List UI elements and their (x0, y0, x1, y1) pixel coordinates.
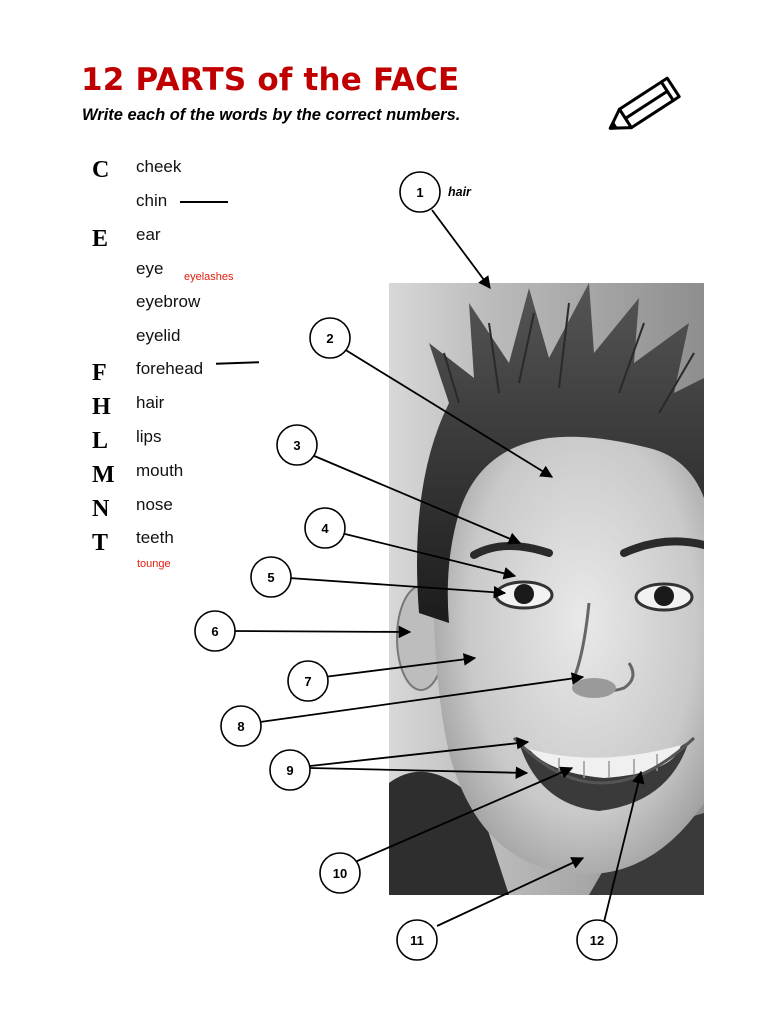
callout-number-7: 7 (304, 674, 312, 689)
initial-letter: N (92, 496, 110, 522)
answer-hair: hair (448, 185, 471, 199)
arrow-7 (324, 658, 475, 677)
word-ear: ear (136, 225, 161, 244)
callout-number-12: 12 (589, 933, 605, 948)
callout-number-11: 11 (410, 933, 424, 948)
note-tounge: tounge (137, 558, 171, 570)
arrow-11 (437, 858, 583, 926)
instruction-text: Write each of the words by the correct numbers. (82, 106, 461, 124)
word-forehead: forehead (136, 359, 204, 378)
initial-letter: E (92, 226, 109, 252)
note-eyelashes: eyelashes (184, 271, 234, 283)
initial-letter: L (92, 428, 109, 454)
arrow-1 (432, 210, 490, 288)
arrow-5 (289, 578, 505, 593)
arrow-12 (604, 772, 641, 922)
word-eyelid: eyelid (136, 326, 181, 345)
word-chin: chin (136, 191, 168, 210)
word-cheek: cheek (136, 157, 182, 176)
word-eye: eye (136, 259, 164, 278)
word-hair: hair (136, 393, 165, 412)
arrow-2 (344, 349, 552, 477)
callout-number-9: 9 (286, 763, 294, 778)
callout-number-4: 4 (321, 521, 329, 536)
callout-number-5: 5 (267, 570, 275, 585)
arrow-6 (233, 631, 410, 632)
initial-letter: F (92, 360, 107, 386)
callout-number-2: 2 (326, 331, 334, 346)
arrow-9a (310, 742, 528, 766)
initial-letter: H (92, 394, 111, 420)
initial-letter: T (92, 530, 109, 556)
callout-number-8: 8 (237, 719, 245, 734)
word-mouth: mouth (136, 461, 184, 480)
arrow-4 (341, 533, 515, 576)
callout-number-1: 1 (416, 185, 424, 200)
arrow-9b (310, 768, 527, 773)
word-teeth: teeth (136, 528, 174, 547)
callout-number-3: 3 (293, 438, 301, 453)
initial-letter: M (92, 462, 115, 488)
initial-letter: C (92, 157, 110, 183)
word-lips: lips (136, 427, 162, 446)
page-title: 12 PARTS of the FACE (81, 62, 460, 98)
callout-number-6: 6 (211, 624, 219, 639)
word-nose: nose (136, 495, 173, 514)
arrow-10 (355, 768, 572, 862)
word-eyebrow: eyebrow (136, 292, 201, 311)
callout-number-10: 10 (332, 866, 348, 881)
